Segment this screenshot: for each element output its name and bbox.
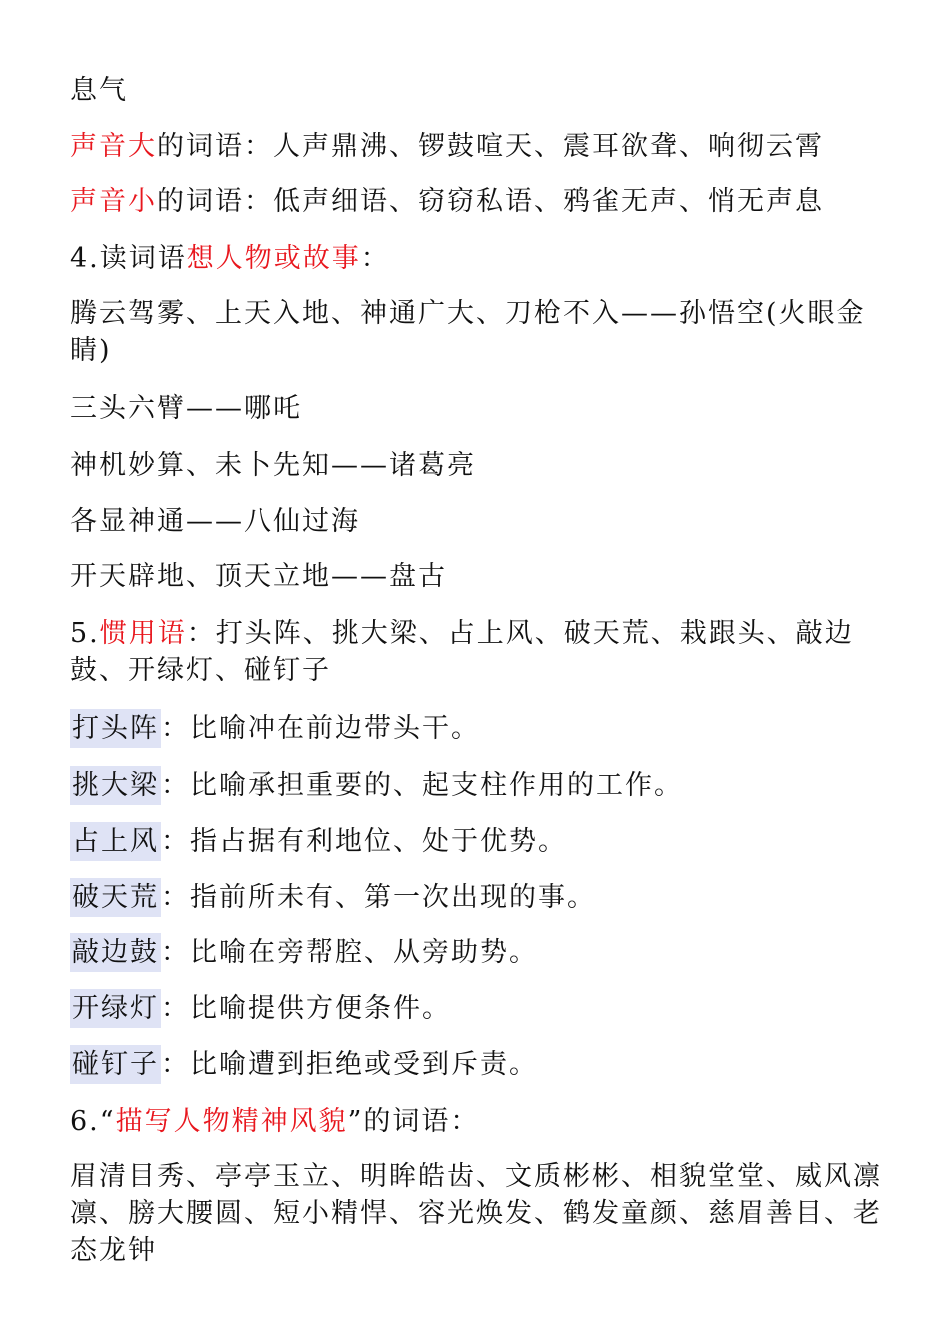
idiom-definition xyxy=(70,990,451,1027)
idiom-def: ：指前所未有、第一次出现的事。 xyxy=(161,882,596,913)
line-sunwukong xyxy=(70,295,890,369)
idiom-definition xyxy=(70,767,683,804)
line-text: 5. xyxy=(70,618,100,649)
line-baxian xyxy=(70,503,360,540)
idiom-def: ：指占据有利地位、处于优势。 xyxy=(161,826,567,857)
highlight-red-text: 声音大 xyxy=(70,131,157,162)
idiom-term: 破天荒 xyxy=(70,878,161,917)
idiom-definition xyxy=(70,710,480,747)
idiom-definition xyxy=(70,934,538,971)
highlight-red-text: 声音小 xyxy=(70,186,157,217)
highlight-red-text: 想人物或故事 xyxy=(186,243,361,274)
idiom-definition xyxy=(70,1046,538,1083)
line-zhugeliang xyxy=(70,447,476,484)
idiom-definition xyxy=(70,879,596,916)
highlight-red-text: 描写人物精神风貌 xyxy=(115,1106,348,1137)
line-text: 神机妙算、未卜先知——诸葛亮 xyxy=(70,450,476,481)
section-5-heading xyxy=(70,615,890,689)
line-text: 6.“ xyxy=(70,1106,116,1137)
idiom-def: ：比喻提供方便条件。 xyxy=(161,993,451,1024)
section-4-heading xyxy=(70,240,390,277)
idiom-term: 挑大梁 xyxy=(70,766,161,805)
line-nezha xyxy=(70,390,302,427)
idiom-def: ：比喻承担重要的、起支柱作用的工作。 xyxy=(161,770,683,801)
line-text: 息气 xyxy=(70,75,128,106)
highlight-red-text: 惯用语 xyxy=(99,618,187,649)
idiom-term: 开绿灯 xyxy=(70,989,161,1028)
line-text: 4.读词语 xyxy=(70,243,187,274)
idiom-definition xyxy=(70,823,567,860)
line-text: 的词语：低声细语、窃窃私语、鸦雀无声、悄无声息 xyxy=(157,186,824,217)
line-continuation xyxy=(70,72,128,109)
line-text: 的词语：人声鼎沸、锣鼓喧天、震耳欲聋、响彻云霄 xyxy=(157,131,824,162)
line-text: ：打头阵、挑大梁、占上风、破天荒、栽跟头、敲边鼓、开绿灯、碰钉子 xyxy=(70,618,854,686)
line-text: 三头六臂——哪吒 xyxy=(70,393,302,424)
line-text: 眉清目秀、亭亭玉立、明眸皓齿、文质彬彬、相貌堂堂、威风凛凛、膀大腰圆、短小精悍、容光焕发、鹤发童颜、慈眉善目、老态龙钟 xyxy=(70,1161,882,1266)
idiom-term: 打头阵 xyxy=(70,709,161,748)
line-quiet-words xyxy=(70,183,824,220)
idiom-term: 占上风 xyxy=(70,822,161,861)
section-6-heading xyxy=(70,1103,479,1140)
line-text: 腾云驾雾、上天入地、神通广大、刀枪不入——孙悟空(火眼金睛) xyxy=(70,298,866,366)
line-pangu xyxy=(70,558,447,595)
line-text: 各显神通——八仙过海 xyxy=(70,506,360,537)
line-text: ： xyxy=(360,243,390,274)
idiom-def: ：比喻遭到拒绝或受到斥责。 xyxy=(161,1049,538,1080)
line-appearance-words xyxy=(70,1158,890,1269)
line-text: 开天辟地、顶天立地——盘古 xyxy=(70,561,447,592)
idiom-def: ：比喻冲在前边带头干。 xyxy=(161,713,480,744)
line-text: ”的词语： xyxy=(347,1106,480,1137)
idiom-term: 碰钉子 xyxy=(70,1045,161,1084)
idiom-term: 敲边鼓 xyxy=(70,933,161,972)
idiom-def: ：比喻在旁帮腔、从旁助势。 xyxy=(161,937,538,968)
line-loud-words xyxy=(70,128,824,165)
